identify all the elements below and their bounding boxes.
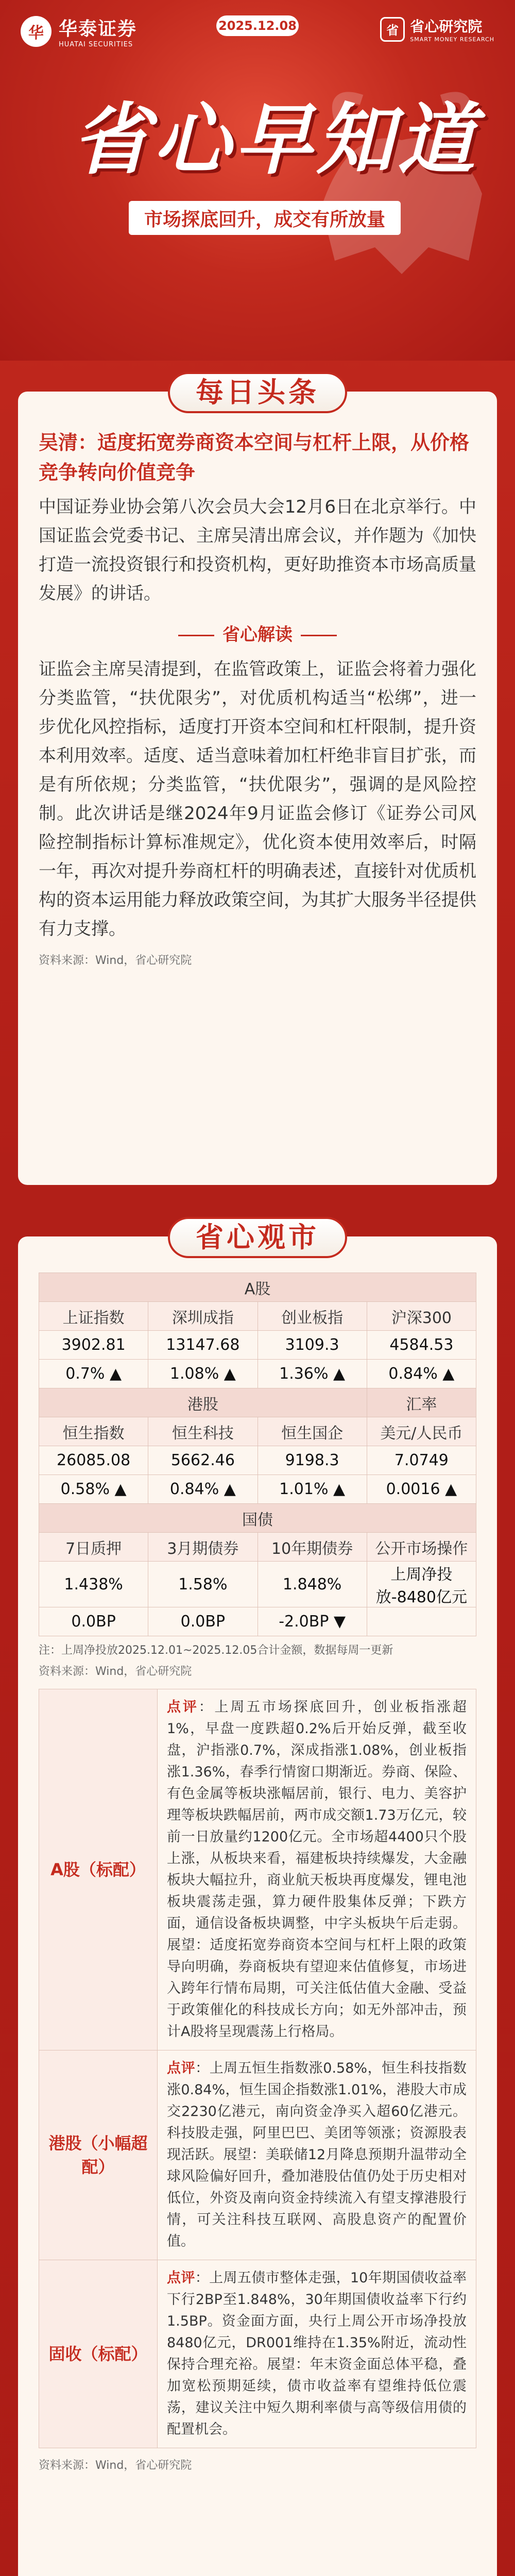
strategy-label: 点评 <box>167 2270 195 2286</box>
source-note: 资料来源：Wind，省心研究院 <box>39 1665 192 1678</box>
a-share-change-cell: 1.08% ▲ <box>148 1360 258 1388</box>
header-banner <box>0 0 515 361</box>
arrow-up-icon: ▲ <box>105 1365 122 1383</box>
group-hk-shares: 港股 <box>39 1388 367 1417</box>
strategy-row: 固收（标配） 点评：上周五债市整体走强，10年期国债收益率下行2BP至1.848%，30年期国债收益率下行约1.5BP。资金面方面，央行上周公开市场净投放8480亿元，DR001维持在1.35%附近，流动性保持合理充裕。展望：年末资金面总体平稳，叠加宽松预期延续，债市收益率有望维持低位震荡，建议关注中短久期利率债与高等级信用债的配置机会。 <box>39 2260 476 2448</box>
hk-header-cell: 恒生科技 <box>148 1417 258 1446</box>
a-share-value-cell: 4584.53 <box>367 1331 476 1360</box>
a-share-header-cell: 上证指数 <box>39 1302 148 1331</box>
arrow-up-icon: ▲ <box>440 1480 457 1498</box>
hk-value-cell: 26085.08 <box>39 1446 148 1475</box>
market-note: 注：上周净投放2025.12.01~2025.12.05合计金额，数据每周一更新 <box>39 1644 393 1657</box>
brand-name-cn: 华泰证券 <box>59 19 138 40</box>
a-share-value-cell: 13147.68 <box>148 1331 258 1360</box>
arrow-up-icon: ▲ <box>328 1480 346 1498</box>
a-share-header-cell: 深圳成指 <box>148 1302 258 1331</box>
group-a-shares: A股 <box>39 1273 476 1302</box>
a-share-value-cell: 3902.81 <box>39 1331 148 1360</box>
a-share-value-cell: 3109.3 <box>258 1331 367 1360</box>
hk-value-cell: 5662.46 <box>148 1446 258 1475</box>
arrow-up-icon: ▲ <box>328 1365 346 1383</box>
market-table <box>39 1273 476 1636</box>
bond-change-cell <box>367 1607 476 1636</box>
source-note: 资料来源：Wind，省心研究院 <box>39 2459 192 2472</box>
hk-header-cell: 美元/人民币 <box>367 1417 476 1446</box>
bond-change-cell: -2.0BP ▼ <box>258 1607 367 1636</box>
bond-change-cell: 0.0BP <box>148 1607 258 1636</box>
section-title: 每日头条 <box>168 372 347 413</box>
section-headlines <box>18 376 497 1185</box>
strategy-row: 港股（小幅超配） 点评：上周五恒生指数涨0.58%，恒生科技指数涨0.84%，恒生国企指数涨1.01%，港股大市成交2230亿港元，南向资金净买入超60亿港元。科技股走强，阿里巴巴、美团等领涨；资源股表现活跃。展望：美联储12月降息预期升温带动全球风险偏好回升，叠加港股估值仍处于历史相对低位，外资及南向资金持续流入有望支撑港股行情，可关注科技互联网、高股息资产的配置价值。 <box>39 2050 476 2260</box>
a-share-change-cell: 1.36% ▲ <box>258 1360 367 1388</box>
group-bonds: 国债 <box>39 1504 476 1533</box>
hk-change-cell: 1.01% ▲ <box>258 1475 367 1504</box>
arrow-up-icon: ▲ <box>219 1480 236 1498</box>
interpretation-heading: 省心解读 <box>39 620 476 646</box>
a-share-header-cell: 沪深300 <box>367 1302 476 1331</box>
arrow-down-icon: ▼ <box>329 1613 346 1631</box>
arrow-up-icon: ▲ <box>437 1365 455 1383</box>
bond-value-cell: 1.438% <box>39 1562 148 1607</box>
bond-header-cell: 3月期债券 <box>148 1533 258 1562</box>
arrow-up-icon: ▲ <box>109 1480 127 1498</box>
bond-header-cell: 10年期债券 <box>258 1533 367 1562</box>
bond-change-cell: 0.0BP <box>39 1607 148 1636</box>
headline-paragraph: 中国证券业协会第八次会员大会12月6日在北京举行。中国证监会党委书记、主席吴清出席会议，并作题为《加快打造一流投资银行和投资机构，更好助推资本市场高质量发展》的讲话。 <box>39 497 476 604</box>
interpretation-paragraph: 证监会主席吴清提到，在监管政策上，证监会将着力强化分类监管，“扶优限劣”，对优质机构适当“松绑”，进一步优化风控指标，适度打开资本空间和杠杆限制，提升资本利用效率。适度、适当意味着加杠杆绝非盲目扩张，而是有所依规；分类监管，“扶优限劣”，强调的是风险控制。此次讲话是继2024年9月证监会修订《证券公司风险控制指标计算标准规定》，优化资本使用效率后，时隔一年，再次对提升券商杠杆的明确表述，直接针对优质机构的资本运用能力释放政策空间，为其扩大服务半径提供有力支撑。 <box>39 659 476 939</box>
strategy-market: 港股（小幅超配） <box>39 2050 158 2260</box>
hk-change-cell: 0.58% ▲ <box>39 1475 148 1504</box>
strategy-market: A股（标配） <box>39 1689 158 2050</box>
bond-header-cell: 公开市场操作 <box>367 1533 476 1562</box>
source-note: 资料来源：Wind，省心研究院 <box>39 954 192 967</box>
a-share-header-cell: 创业板指 <box>258 1302 367 1331</box>
strategy-table <box>39 1689 476 2448</box>
bond-header-cell: 7日质押 <box>39 1533 148 1562</box>
hk-change-cell: 0.84% ▲ <box>148 1475 258 1504</box>
section-market <box>18 1221 497 2576</box>
hk-value-cell: 7.0749 <box>367 1446 476 1475</box>
partner-name-cn: 省心研究院 <box>410 18 483 35</box>
bond-value-cell: 上周净投放-8480亿元 <box>367 1562 476 1607</box>
hk-header-cell: 恒生指数 <box>39 1417 148 1446</box>
bond-value-cell: 1.58% <box>148 1562 258 1607</box>
page-title: 省心早知道 <box>72 95 479 185</box>
hk-change-cell: 0.0016 ▲ <box>367 1475 476 1504</box>
partner-mark-icon: 省 <box>380 17 405 42</box>
strategy-text: 上周五市场探底回升，创业板指涨超1%，早盘一度跌超0.2%后开始反弹，截至收盘，沪指涨0.7%，深成指涨1.08%，创业板指涨1.36%，春季行情窗口期渐近。券商、保险、有色金属等板块涨幅居前，银行、电力、美容护理等板块跌幅居前，两市成交额1.73万亿元，较前一日放量约1200亿元。全市场超4400只个股上涨，从板块来看，福建板块持续爆发，大金融板块大幅拉升，商业航天板块再度爆发，锂电池板块震荡走强，算力硬件股集体反弹；下跌方面，通信设备板块调整，中字头板块午后走弱。展望：适度拓宽券商资本空间与杠杆上限的政策导向明确，券商板块有望迎来估值修复，市场进入跨年行情布局期，可关注低估值大金融、受益于政策催化的科技成长方向；如无外部冲击，预计A股将呈现震荡上行格局。 <box>167 1699 467 2040</box>
arrow-up-icon: ▲ <box>219 1365 236 1383</box>
date-badge: 2025.12.08 <box>216 15 299 36</box>
brand-mark-icon: 华 <box>21 16 52 47</box>
strategy-market: 固收（标配） <box>39 2260 158 2448</box>
strategy-label: 点评 <box>167 2060 196 2076</box>
group-fx: 汇率 <box>367 1388 476 1417</box>
headline: 吴清：适度拓宽券商资本空间与杠杆上限，从价格竞争转向价值竞争 <box>39 431 470 484</box>
strategy-row: A股（标配） 点评：上周五市场探底回升，创业板指涨超1%，早盘一度跌超0.2%后开始反弹，截至收盘，沪指涨0.7%，深成指涨1.08%，创业板指涨1.36%，春季行情窗口期渐近。券商、保险、有色金属等板块涨幅居前，银行、电力、美容护理等板块跌幅居前，两市成交额1.73万亿元，较前一日放量约1200亿元。全市场超4400只个股上涨，从板块来看，福建板块持续爆发，大金融板块大幅拉升，商业航天板块再度爆发，锂电池板块震荡走强，算力硬件股集体反弹；下跌方面，通信设备板块调整，中字头板块午后走弱。展望：适度拓宽券商资本空间与杠杆上限的政策导向明确，券商板块有望迎来估值修复，市场进入跨年行情布局期，可关注低估值大金融、受益于政策催化的科技成长方向；如无外部冲击，预计A股将呈现震荡上行格局。 <box>39 1689 476 2050</box>
brand-logo <box>21 14 137 48</box>
section-title: 省心观市 <box>168 1217 347 1258</box>
strategy-text: 上周五债市整体走强，10年期国债收益率下行2BP至1.848%，30年期国债收益率下行约1.5BP。资金面方面，央行上周公开市场净投放8480亿元，DR001维持在1.35%附近，流动性保持合理充裕。展望：年末资金面总体平稳，叠加宽松预期延续，债市收益率有望维持低位震荡，建议关注中短久期利率债与高等级信用债的配置机会。 <box>167 2270 467 2437</box>
a-share-change-cell: 0.84% ▲ <box>367 1360 476 1388</box>
strategy-label: 点评 <box>167 1699 199 1715</box>
a-share-change-cell: 0.7% ▲ <box>39 1360 148 1388</box>
hk-value-cell: 9198.3 <box>258 1446 367 1475</box>
partner-logo <box>380 15 494 43</box>
strategy-text: 上周五恒生指数涨0.58%，恒生科技指数涨0.84%，恒生国企指数涨1.01%，港股大市成交2230亿港元，南向资金净买入超60亿港元。科技股走强，阿里巴巴、美团等领涨；资源股表现活跃。展望：美联储12月降息预期升温带动全球风险偏好回升，叠加港股估值仍处于历史相对低位，外资及南向资金持续流入有望支撑港股行情，可关注科技互联网、高股息资产的配置价值。 <box>167 2060 467 2249</box>
partner-name-en: SMART MONEY RESEARCH <box>410 36 494 43</box>
hk-header-cell: 恒生国企 <box>258 1417 367 1446</box>
bond-value-cell: 1.848% <box>258 1562 367 1607</box>
page-subtitle: 市场探底回升，成交有所放量 <box>129 201 401 235</box>
brand-name-en: HUATAI SECURITIES <box>59 41 133 48</box>
